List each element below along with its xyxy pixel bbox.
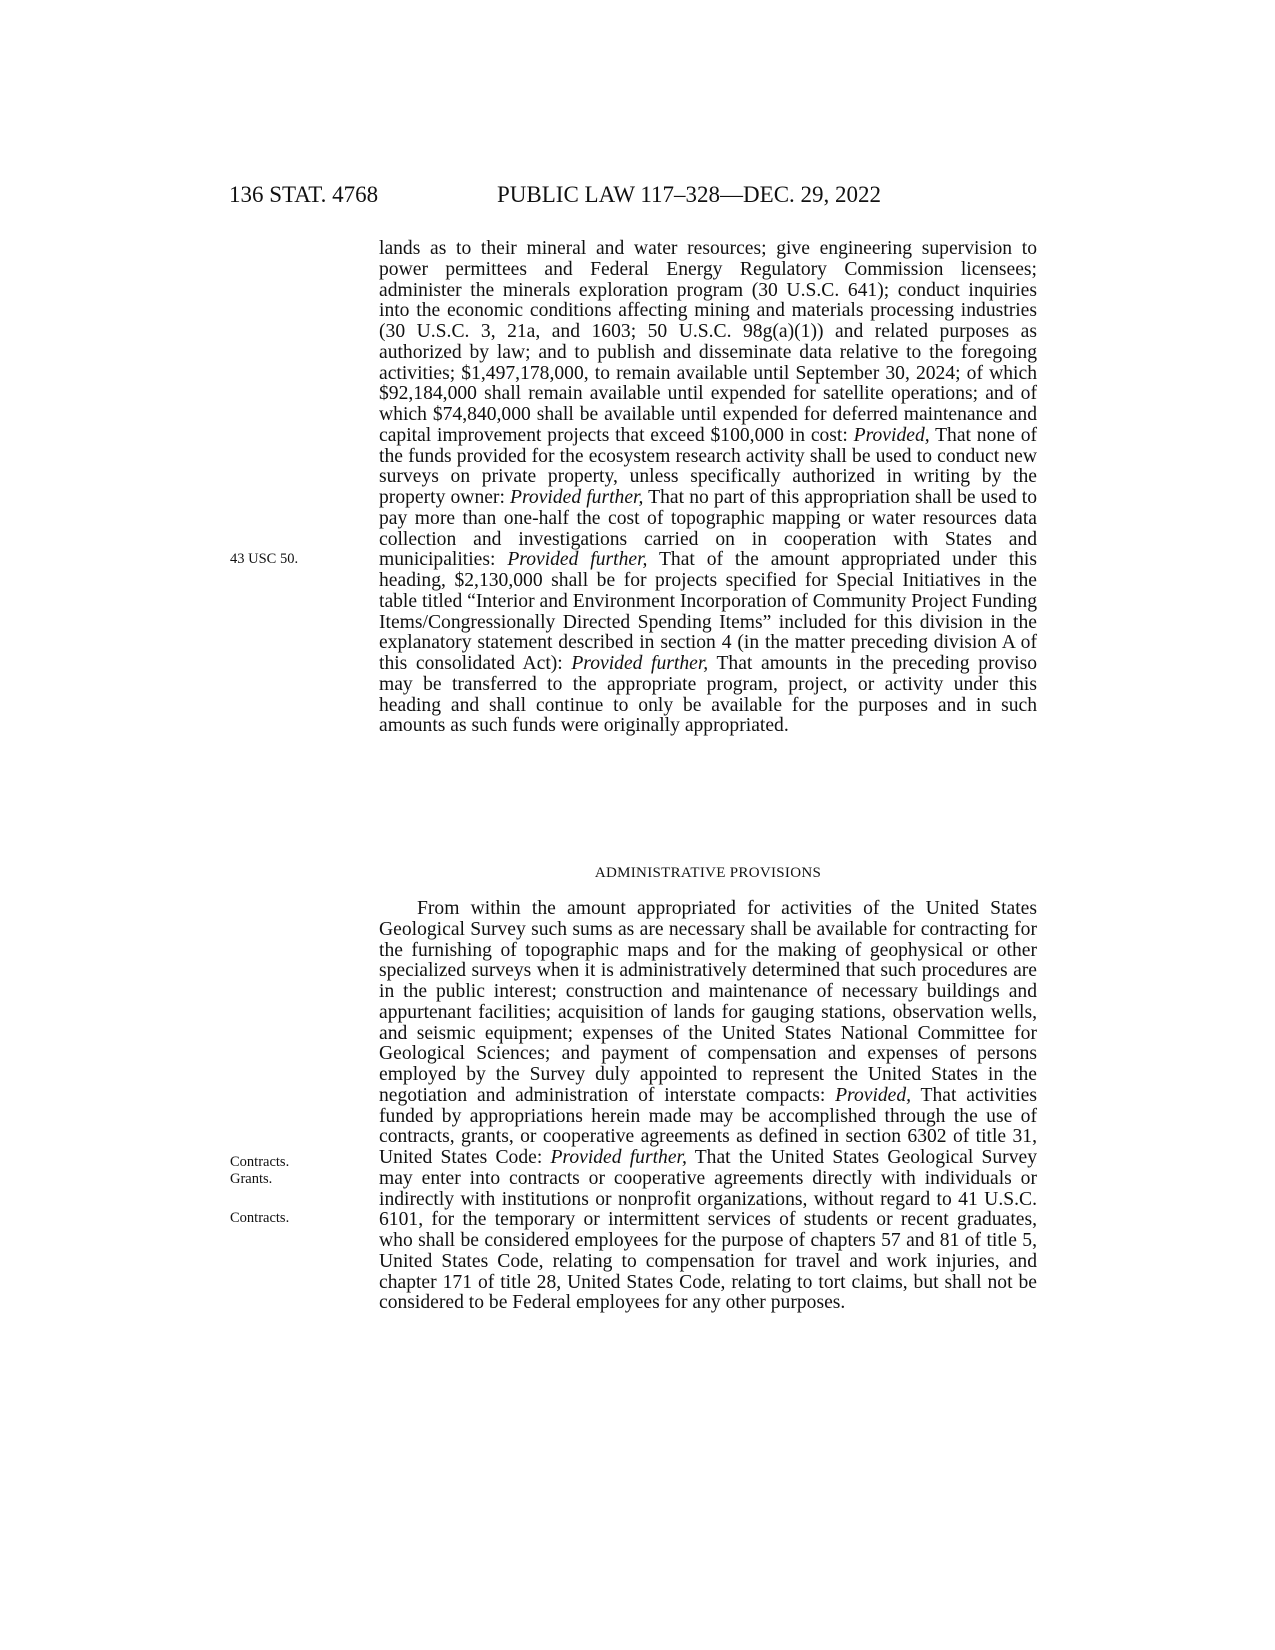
statute-page-reference: 136 STAT. 4768 [229, 182, 379, 207]
margin-note-usc: 43 USC 50. [230, 551, 299, 567]
proviso-term: Provided further, [510, 487, 644, 508]
page-header [0, 182, 1275, 222]
margin-note-contracts: Contracts. [230, 1154, 290, 1170]
proviso-term: Provided, [835, 1084, 912, 1106]
paragraph-text: That the United States Geological Survey may enter into contracts or cooperative agreements directly with individuals or indirectly with institutions or nonprofit organizations, without regard to 41 U.S.C. 6101, for the temporary or intermittent services of students or recent graduates, who shall be considered employees for the purpose of chapters 57 and 81 of title 5, United States Code, relating to compensation for travel and work injuries, and chapter 171 of title 28, United States Code, relating to tort claims, but shall not be considered to be Federal employees for any other purposes. [379, 1147, 1037, 1314]
proviso-term: Provided further, [507, 549, 648, 571]
paragraph-text: That no part of this appropriation shall be used to pay more than one-half the cost of topographic mapping or water resources data collection and investigations carried on in cooperation with States and municipalities: [379, 487, 1038, 571]
running-title: PUBLIC LAW 117–328—DEC. 29, 2022 [497, 182, 882, 207]
appropriation-paragraph [379, 239, 1037, 737]
paragraph-text: That activities funded by appropriations herein made may be accomplished through the use of contracts, grants, or cooperative agreements as defined in section 6302 of title 31, United States Code: [379, 1084, 1037, 1168]
paragraph-text: That of the amount appropriated under this heading, $2,130,000 shall be for projects specified for Special Initiatives in the table titled “Interior and Environment Incorporation of Community Project Funding Items/Congressionally Directed Spending Items” included for this division in the explanatory statement described in section 4 (in the matter preceding division A of this consolidated Act): [379, 549, 1038, 674]
administrative-provisions-paragraph [379, 899, 1037, 1314]
margin-note-contracts-2: Contracts. [230, 1210, 290, 1226]
proviso-term: Provided further, [550, 1147, 687, 1168]
margin-note-grants: Grants. [230, 1171, 273, 1187]
paragraph-text: That amounts in the preceding proviso may be transferred to the appropriate program, project, or activity under this heading and shall continue to only be available for the purposes and in such amounts as such funds were originally appropriated. [379, 653, 1037, 737]
paragraph-text: That none of the funds provided for the ecosystem research activity shall be used to conduct new surveys on private property, unless specifically authorized in writing by the property owner: [379, 424, 1038, 508]
paragraph-text: From within the amount appropriated for activities of the United States Geological Survey such sums as are necessary shall be available for contracting for the furnishing of topographic maps and for the making of geophysical or other specialized surveys when it is administratively determined that such procedures are in the public interest; construction and maintenance of necessary buildings and appurtenant facilities; acquisition of lands for gauging stations, observation wells, and seismic equipment; expenses of the United States National Committee for Geological Sciences; and payment of compensation and expenses of persons employed by the Survey duly appointed to represent the United States in the negotiation and administration of interstate compacts: [379, 898, 1037, 1106]
paragraph-text: lands as to their mineral and water resources; give engineering supervision to power permittees and Federal Energy Regulatory Commission licensees; administer the minerals exploration program (30 U.S.C. 641); conduct inquiries into the economic conditions affecting mining and materials processing industries (30 U.S.C. 3, 21a, and 1603; 50 U.S.C. 98g(a)(1)) and related purposes as authorized by law; and to publish and disseminate data relative to the foregoing activities; $1,497,178,000, to remain available until September 30, 2024; of which $92,184,000 shall remain available until expended for satellite operations; and of which $74,840,000 shall be available until expended for deferred maintenance and capital improvement projects that exceed $100,000 in cost: [379, 238, 1037, 446]
proviso-term: Provided further, [571, 653, 709, 674]
section-heading: ADMINISTRATIVE PROVISIONS [594, 865, 822, 881]
proviso-term: Provided, [853, 424, 930, 446]
